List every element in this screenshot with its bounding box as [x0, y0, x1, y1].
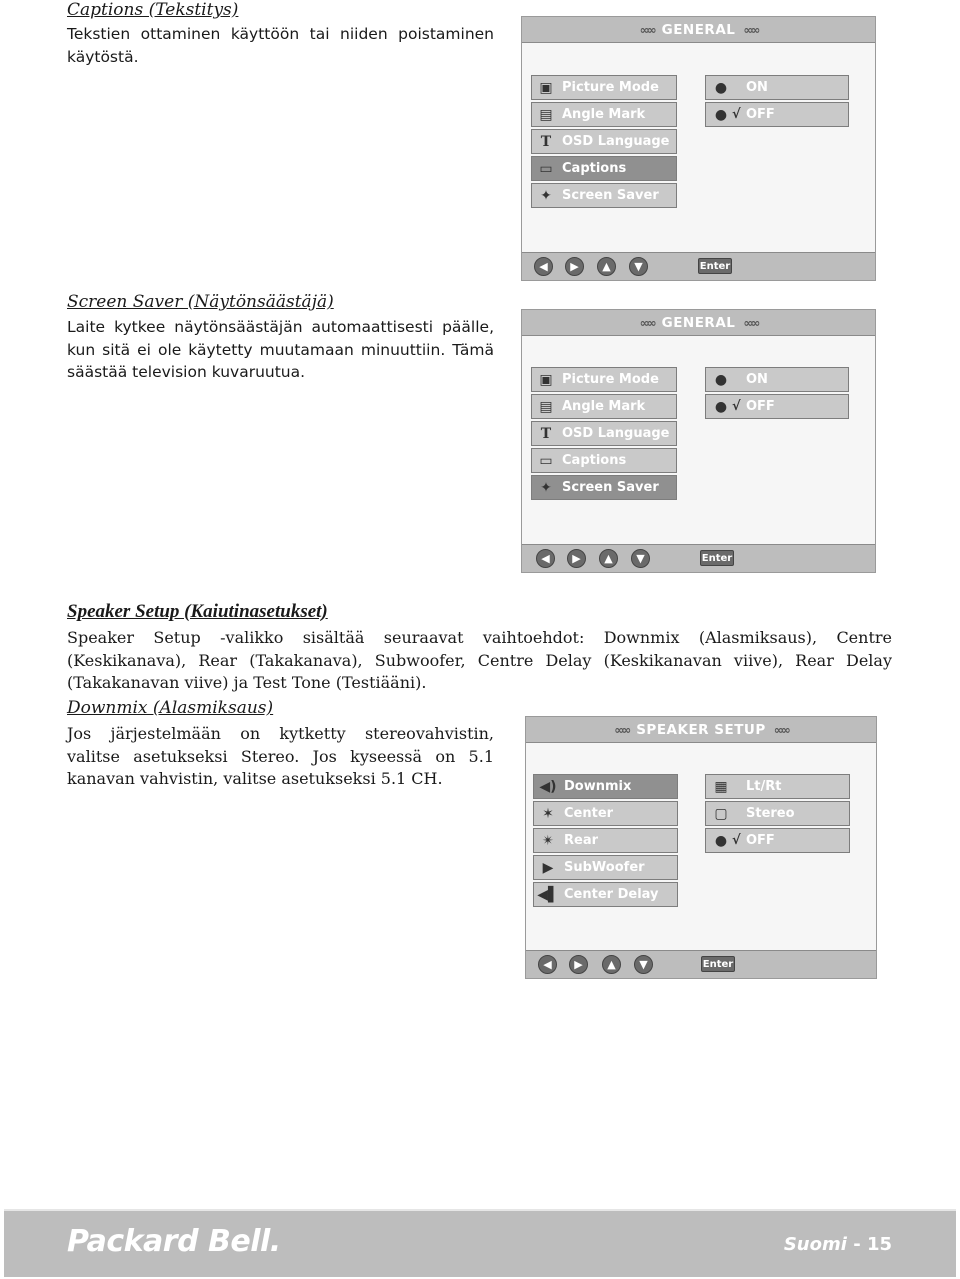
camera-icon: ▤ [539, 398, 553, 415]
bulb-icon: ● [714, 371, 728, 388]
menu-item-label: OSD Language [562, 134, 670, 149]
option-off[interactable] [705, 102, 849, 127]
picture-mode-icon: ▣ [539, 371, 553, 388]
loop-icon: ∞∞ [614, 722, 629, 737]
left-arrow-icon[interactable]: ◀ [538, 955, 557, 974]
page-footer [4, 1209, 956, 1277]
page-separator: - [846, 1234, 867, 1255]
osd-title-bar [526, 717, 876, 743]
downmix-text: Jos järjestelmään on kytketty stereovahvistin, valitse asetukseksi Stereo. Jos kyseessä on 5.1 kanavan vahvistin, valitse asetukseksi 5.1 CH. [67, 724, 494, 788]
down-arrow-icon[interactable]: ▼ [631, 549, 650, 568]
brand-logo: Packard Bell. [67, 1224, 281, 1259]
picture-mode-icon: ▣ [539, 79, 553, 96]
menu-item-center[interactable] [533, 801, 678, 826]
up-arrow-icon[interactable]: ▲ [599, 549, 618, 568]
loop-icon: ∞∞ [639, 22, 654, 37]
screen-saver-icon: ✦ [540, 479, 552, 496]
menu-item-captions[interactable] [531, 156, 677, 181]
enter-button[interactable]: Enter [700, 550, 734, 566]
enter-button[interactable]: Enter [698, 258, 732, 274]
option-label: Lt/Rt [746, 779, 782, 794]
menu-item-label: Picture Mode [562, 80, 659, 95]
stereo-icon: ▢ [714, 805, 728, 822]
option-off[interactable] [705, 394, 849, 419]
right-arrow-icon[interactable]: ▶ [569, 955, 588, 974]
osd-title-bar [522, 17, 875, 43]
up-arrow-icon[interactable]: ▲ [597, 257, 616, 276]
subwoofer-icon: ▶ [542, 859, 554, 876]
option-label: OFF [746, 107, 775, 122]
osd-nav-bar [526, 950, 876, 978]
menu-item-screen-saver[interactable] [531, 183, 677, 208]
menu-item-label: Angle Mark [562, 107, 646, 122]
option-label: Stereo [746, 806, 795, 821]
page-label [784, 1234, 892, 1255]
menu-item-picture-mode[interactable] [531, 75, 677, 100]
menu-item-center-delay[interactable] [533, 882, 678, 907]
bulb-icon: ● [714, 106, 728, 123]
menu-item-label: Captions [562, 453, 627, 468]
down-arrow-icon[interactable]: ▼ [629, 257, 648, 276]
menu-item-angle-mark[interactable] [531, 394, 677, 419]
captions-icon: ▭ [539, 160, 553, 177]
bulb-icon: ● [714, 398, 728, 415]
menu-item-label: Rear [564, 833, 599, 848]
right-arrow-icon[interactable]: ▶ [567, 549, 586, 568]
menu-item-label: Angle Mark [562, 399, 646, 414]
option-stereo[interactable] [705, 801, 850, 826]
menu-item-label: Center Delay [564, 887, 659, 902]
speaker-icon: ◀) [539, 778, 557, 795]
menu-item-label: Captions [562, 161, 627, 176]
page-number: 15 [866, 1234, 892, 1255]
menu-item-label: Downmix [564, 779, 632, 794]
screensaver-heading: Screen Saver (Näytönsäästäjä) [67, 292, 334, 312]
loop-icon: ∞∞ [773, 722, 788, 737]
screensaver-text: Laite kytkee näytönsäästäjän automaattisesti päälle, kun sitä ei ole käytetty muutamaan minuuttiin. Tämä säästää television kuvaruutua. [67, 318, 494, 381]
left-arrow-icon[interactable]: ◀ [534, 257, 553, 276]
check-icon: √ [732, 833, 741, 848]
option-label: OFF [746, 399, 775, 414]
center-delay-icon: ◀▌ [537, 886, 559, 903]
camera-icon: ▤ [539, 106, 553, 123]
osd-speaker-setup [525, 716, 877, 979]
osd-title: GENERAL [661, 314, 736, 331]
check-icon: √ [732, 107, 741, 122]
osd-nav-bar [522, 252, 875, 280]
menu-item-picture-mode[interactable] [531, 367, 677, 392]
option-lt-rt[interactable] [705, 774, 850, 799]
menu-item-label: SubWoofer [564, 860, 645, 875]
check-icon: √ [732, 399, 741, 414]
downmix-heading: Downmix (Alasmiksaus) [67, 698, 274, 718]
speaker-setup-heading: Speaker Setup (Kaiutinasetukset) [67, 601, 328, 622]
left-arrow-icon[interactable]: ◀ [536, 549, 555, 568]
menu-item-captions[interactable] [531, 448, 677, 473]
right-arrow-icon[interactable]: ▶ [565, 257, 584, 276]
osd-title-bar [522, 310, 875, 336]
menu-item-rear[interactable] [533, 828, 678, 853]
osd-general-screensaver [521, 309, 876, 573]
osd-title: SPEAKER SETUP [636, 721, 766, 738]
rear-speaker-icon: ✴ [542, 832, 554, 849]
option-label: ON [746, 80, 768, 95]
osd-nav-bar [522, 544, 875, 572]
text-t-icon: T [540, 133, 552, 150]
screen-saver-icon: ✦ [540, 187, 552, 204]
speaker-setup-text: Speaker Setup -valikko sisältää seuraavat vaihtoehdot: Downmix (Alasmiksaus), Centre (Keskikanava), Rear (Takakanava), Subwoofer, Centre Delay (Keskikanavan viive), Rear Delay (Takakanavan viive) ja Test Tone (Testiääni). [67, 628, 892, 692]
osd-title: GENERAL [661, 21, 736, 38]
menu-item-label: Screen Saver [562, 480, 659, 495]
menu-item-subwoofer[interactable] [533, 855, 678, 880]
enter-button[interactable]: Enter [701, 956, 735, 972]
loop-icon: ∞∞ [639, 315, 654, 330]
option-label: ON [746, 372, 768, 387]
option-label: OFF [746, 833, 775, 848]
menu-item-angle-mark[interactable] [531, 102, 677, 127]
menu-item-label: Picture Mode [562, 372, 659, 387]
option-on[interactable] [705, 75, 849, 100]
loop-icon: ∞∞ [743, 22, 758, 37]
lt-rt-icon: ▦ [714, 778, 728, 795]
up-arrow-icon[interactable]: ▲ [602, 955, 621, 974]
option-off[interactable] [705, 828, 850, 853]
captions-heading: Captions (Tekstitys) [67, 0, 239, 20]
menu-item-label: Screen Saver [562, 188, 659, 203]
bulb-icon: ● [714, 832, 728, 849]
bulb-icon: ● [714, 79, 728, 96]
text-t-icon: T [540, 425, 552, 442]
menu-item-osd-language[interactable] [531, 129, 677, 154]
menu-item-label: Center [564, 806, 614, 821]
option-on[interactable] [705, 367, 849, 392]
captions-icon: ▭ [539, 452, 553, 469]
captions-text: Tekstien ottaminen käyttöön tai niiden poistaminen käytöstä. [67, 25, 494, 66]
menu-item-osd-language[interactable] [531, 421, 677, 446]
center-speaker-icon: ✶ [542, 805, 554, 822]
down-arrow-icon[interactable]: ▼ [634, 955, 653, 974]
menu-item-label: OSD Language [562, 426, 670, 441]
loop-icon: ∞∞ [743, 315, 758, 330]
osd-general-captions [521, 16, 876, 281]
language-label: Suomi [783, 1234, 847, 1255]
menu-item-downmix[interactable] [533, 774, 678, 799]
menu-item-screen-saver[interactable] [531, 475, 677, 500]
